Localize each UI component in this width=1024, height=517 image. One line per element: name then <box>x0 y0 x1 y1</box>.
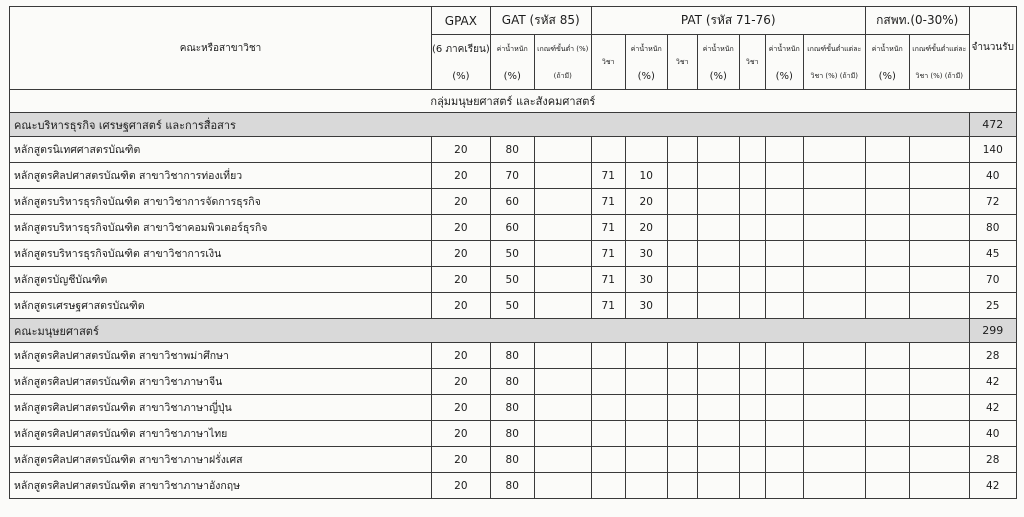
capacity-value: 140 <box>969 137 1016 163</box>
pat-subject-3-value <box>739 473 765 499</box>
capacity-value: 70 <box>969 267 1016 293</box>
gpax-value: 20 <box>432 395 491 421</box>
capacity-value: 25 <box>969 293 1016 319</box>
program-name: หลักสูตรศิลปศาสตรบัณฑิต สาขาวิชาภาษาอังกฤษ <box>10 473 432 499</box>
pat-subject-1-value: 71 <box>591 267 625 293</box>
gpax-value: 20 <box>432 267 491 293</box>
program-row <box>10 395 1017 421</box>
faculty-total: 299 <box>969 319 1016 343</box>
onet-weight-value <box>865 421 909 447</box>
gat-min-value <box>534 137 591 163</box>
pat-weight-3-value <box>765 215 803 241</box>
pat-weight-3-header: ค่าน้ำหนัก <box>765 35 803 64</box>
pat-weight-3-value <box>765 395 803 421</box>
program-name: หลักสูตรบัญชีบัณฑิต <box>10 267 432 293</box>
pat-weight-1-unit: (%) <box>625 63 667 90</box>
pat-weight-1-value: 30 <box>625 267 667 293</box>
program-name: หลักสูตรนิเทศศาสตรบัณฑิต <box>10 137 432 163</box>
pat-weight-1-value <box>625 369 667 395</box>
group-title: กลุ่มมนุษยศาสตร์ และสังคมศาสตร์ <box>10 90 1017 113</box>
pat-weight-2-value <box>697 267 739 293</box>
gat-weight-value: 70 <box>490 163 534 189</box>
pat-weight-3-value <box>765 241 803 267</box>
faculty-column-header: คณะหรือสาขาวิชา <box>10 7 432 90</box>
capacity-value: 42 <box>969 473 1016 499</box>
pat-subject-2-value <box>667 163 697 189</box>
pat-weight-3-value <box>765 137 803 163</box>
program-name: หลักสูตรศิลปศาสตรบัณฑิต สาขาวิชาภาษาจีน <box>10 369 432 395</box>
onet-weight-value <box>865 163 909 189</box>
pat-weight-3-value <box>765 369 803 395</box>
pat-subject-3-value <box>739 343 765 369</box>
pat-subject-2-value <box>667 343 697 369</box>
pat-min-value <box>803 369 865 395</box>
pat-subject-1-value: 71 <box>591 293 625 319</box>
gat-weight-header: ค่าน้ำหนัก <box>490 35 534 64</box>
capacity-value: 28 <box>969 343 1016 369</box>
pat-weight-2-unit: (%) <box>697 63 739 90</box>
pat-subject-2-value <box>667 293 697 319</box>
gat-weight-value: 50 <box>490 241 534 267</box>
pat-weight-3-value <box>765 343 803 369</box>
program-row <box>10 293 1017 319</box>
gat-min-value <box>534 473 591 499</box>
pat-weight-3-value <box>765 447 803 473</box>
capacity-header: จำนวนรับ <box>969 7 1016 90</box>
pat-subject-2-header: วิชา <box>667 35 697 90</box>
onet-weight-value <box>865 267 909 293</box>
gat-weight-value: 60 <box>490 215 534 241</box>
pat-weight-2-value <box>697 343 739 369</box>
capacity-value: 80 <box>969 215 1016 241</box>
onet-weight-value <box>865 189 909 215</box>
pat-subject-2-value <box>667 215 697 241</box>
faculty-row <box>10 319 1017 343</box>
onet-unit: (%) <box>865 63 909 90</box>
pat-header: PAT (รหัส 71-76) <box>591 7 865 35</box>
gpax-value: 20 <box>432 293 491 319</box>
pat-weight-2-value <box>697 215 739 241</box>
pat-weight-2-value <box>697 137 739 163</box>
capacity-value: 28 <box>969 447 1016 473</box>
pat-subject-3-value <box>739 267 765 293</box>
gpax-unit: (%) <box>432 63 491 90</box>
pat-subject-3-value <box>739 421 765 447</box>
gpax-value: 20 <box>432 473 491 499</box>
faculty-name: คณะมนุษยศาสตร์ <box>10 319 970 343</box>
onet-weight-value <box>865 369 909 395</box>
pat-subject-1-value: 71 <box>591 189 625 215</box>
pat-subject-3-value <box>739 215 765 241</box>
pat-weight-3-value <box>765 293 803 319</box>
pat-weight-2-value <box>697 241 739 267</box>
onet-min-value <box>909 343 969 369</box>
onet-min-value <box>909 293 969 319</box>
gat-min-value <box>534 241 591 267</box>
onet-min-value <box>909 215 969 241</box>
onet-min-value <box>909 163 969 189</box>
pat-min-value <box>803 137 865 163</box>
pat-subject-3-value <box>739 163 765 189</box>
pat-min-header: เกณฑ์ขั้นต่ำแต่ละ <box>803 35 865 64</box>
gat-weight-value: 80 <box>490 473 534 499</box>
pat-min-value <box>803 293 865 319</box>
program-row <box>10 137 1017 163</box>
onet-min-value <box>909 421 969 447</box>
gat-weight-value: 80 <box>490 447 534 473</box>
program-name: หลักสูตรศิลปศาสตรบัณฑิต สาขาวิชาภาษาญี่ปุ่น <box>10 395 432 421</box>
gat-weight-value: 50 <box>490 293 534 319</box>
gat-min-value <box>534 447 591 473</box>
onet-weight-value <box>865 293 909 319</box>
gat-min-value <box>534 369 591 395</box>
pat-weight-1-value: 20 <box>625 215 667 241</box>
onet-min-value <box>909 447 969 473</box>
pat-weight-3-value <box>765 163 803 189</box>
gat-min-value <box>534 293 591 319</box>
pat-min-value <box>803 447 865 473</box>
pat-min-value <box>803 241 865 267</box>
pat-subject-3-value <box>739 241 765 267</box>
gpax-value: 20 <box>432 447 491 473</box>
gat-min-value <box>534 215 591 241</box>
pat-subject-1-value <box>591 343 625 369</box>
pat-weight-1-value: 30 <box>625 241 667 267</box>
pat-subject-2-value <box>667 267 697 293</box>
pat-subject-3-value <box>739 369 765 395</box>
program-name: หลักสูตรบริหารธุรกิจบัณฑิต สาขาวิชาคอมพิวเตอร์ธุรกิจ <box>10 215 432 241</box>
pat-subject-2-value <box>667 241 697 267</box>
pat-min-value <box>803 163 865 189</box>
onet-min-value <box>909 473 969 499</box>
pat-weight-3-value <box>765 189 803 215</box>
pat-min-value <box>803 189 865 215</box>
gpax-value: 20 <box>432 369 491 395</box>
onet-min-value <box>909 189 969 215</box>
pat-subject-3-value <box>739 189 765 215</box>
program-name: หลักสูตรบริหารธุรกิจบัณฑิต สาขาวิชาการเงิน <box>10 241 432 267</box>
gat-weight-value: 80 <box>490 395 534 421</box>
gat-weight-value: 80 <box>490 343 534 369</box>
gat-unit: (%) <box>490 63 534 90</box>
pat-subject-1-value: 71 <box>591 163 625 189</box>
gpax-value: 20 <box>432 189 491 215</box>
pat-weight-3-value <box>765 473 803 499</box>
gpax-value: 20 <box>432 137 491 163</box>
pat-weight-1-value <box>625 343 667 369</box>
program-name: หลักสูตรศิลปศาสตรบัณฑิต สาขาวิชาภาษาฝรั่งเศส <box>10 447 432 473</box>
gat-weight-value: 80 <box>490 137 534 163</box>
program-row <box>10 215 1017 241</box>
program-row <box>10 241 1017 267</box>
pat-weight-1-value <box>625 137 667 163</box>
onet-min-header: เกณฑ์ขั้นต่ำแต่ละ <box>909 35 969 64</box>
pat-subject-2-value <box>667 395 697 421</box>
pat-weight-1-value <box>625 421 667 447</box>
gat-header: GAT (รหัส 85) <box>490 7 591 35</box>
onet-weight-value <box>865 395 909 421</box>
pat-weight-2-value <box>697 421 739 447</box>
pat-subject-1-value <box>591 421 625 447</box>
pat-subject-3-value <box>739 293 765 319</box>
gat-weight-value: 60 <box>490 189 534 215</box>
pat-subject-2-value <box>667 447 697 473</box>
program-name: หลักสูตรศิลปศาสตรบัณฑิต สาขาวิชาพม่าศึกษา <box>10 343 432 369</box>
pat-subject-1-value <box>591 473 625 499</box>
program-row <box>10 163 1017 189</box>
admission-criteria-table <box>9 6 1017 499</box>
gpax-value: 20 <box>432 343 491 369</box>
gpax-value: 20 <box>432 215 491 241</box>
program-row <box>10 447 1017 473</box>
pat-weight-1-value: 10 <box>625 163 667 189</box>
pat-weight-3-value <box>765 267 803 293</box>
gat-weight-value: 50 <box>490 267 534 293</box>
gat-min-value <box>534 421 591 447</box>
pat-weight-2-header: ค่าน้ำหนัก <box>697 35 739 64</box>
faculty-row <box>10 113 1017 137</box>
onet-header: กสพท.(0-30%) <box>865 7 969 35</box>
pat-weight-1-value: 30 <box>625 293 667 319</box>
onet-weight-value <box>865 447 909 473</box>
capacity-value: 45 <box>969 241 1016 267</box>
gpax-value: 20 <box>432 421 491 447</box>
program-row <box>10 343 1017 369</box>
gat-min-value <box>534 163 591 189</box>
pat-min-value <box>803 267 865 293</box>
pat-weight-2-value <box>697 395 739 421</box>
pat-subject-3-value <box>739 447 765 473</box>
program-row <box>10 267 1017 293</box>
onet-min-value <box>909 267 969 293</box>
gpax-header: GPAX <box>432 7 491 35</box>
onet-min-value <box>909 369 969 395</box>
pat-weight-3-unit: (%) <box>765 63 803 90</box>
pat-min-value <box>803 473 865 499</box>
pat-subject-1-value <box>591 137 625 163</box>
pat-min-value <box>803 215 865 241</box>
onet-weight-value <box>865 241 909 267</box>
capacity-value: 40 <box>969 421 1016 447</box>
pat-weight-1-value: 20 <box>625 189 667 215</box>
program-name: หลักสูตรเศรษฐศาสตรบัณฑิต <box>10 293 432 319</box>
gat-weight-value: 80 <box>490 369 534 395</box>
onet-min-note: วิชา (%) (ถ้ามี) <box>909 63 969 90</box>
pat-weight-2-value <box>697 447 739 473</box>
pat-subject-3-value <box>739 137 765 163</box>
program-name: หลักสูตรศิลปศาสตรบัณฑิต สาขาวิชาภาษาไทย <box>10 421 432 447</box>
onet-min-value <box>909 137 969 163</box>
faculty-total: 472 <box>969 113 1016 137</box>
pat-subject-2-value <box>667 369 697 395</box>
pat-weight-1-value <box>625 395 667 421</box>
pat-weight-2-value <box>697 189 739 215</box>
program-row <box>10 189 1017 215</box>
pat-weight-3-value <box>765 421 803 447</box>
onet-weight-value <box>865 137 909 163</box>
onet-weight-value <box>865 215 909 241</box>
pat-subject-1-value <box>591 395 625 421</box>
gpax-value: 20 <box>432 241 491 267</box>
pat-subject-2-value <box>667 421 697 447</box>
pat-subject-1-value: 71 <box>591 241 625 267</box>
onet-min-value <box>909 395 969 421</box>
pat-subject-1-value <box>591 369 625 395</box>
program-name: หลักสูตรศิลปศาสตรบัณฑิต สาขาวิชาการท่องเที่ยว <box>10 163 432 189</box>
pat-weight-1-value <box>625 447 667 473</box>
pat-weight-2-value <box>697 163 739 189</box>
pat-min-value <box>803 395 865 421</box>
pat-subject-3-header: วิชา <box>739 35 765 90</box>
pat-min-value <box>803 343 865 369</box>
pat-subject-2-value <box>667 473 697 499</box>
program-row <box>10 473 1017 499</box>
gat-min-value <box>534 343 591 369</box>
onet-min-value <box>909 241 969 267</box>
capacity-value: 42 <box>969 395 1016 421</box>
gat-min-header: เกณฑ์ขั้นต่ำ (%) <box>534 35 591 64</box>
pat-weight-2-value <box>697 369 739 395</box>
program-row <box>10 369 1017 395</box>
gat-min-value <box>534 267 591 293</box>
pat-weight-2-value <box>697 473 739 499</box>
capacity-value: 42 <box>969 369 1016 395</box>
program-name: หลักสูตรบริหารธุรกิจบัณฑิต สาขาวิชาการจัดการธุรกิจ <box>10 189 432 215</box>
gpax-value: 20 <box>432 163 491 189</box>
gat-min-value <box>534 395 591 421</box>
pat-subject-2-value <box>667 189 697 215</box>
capacity-value: 72 <box>969 189 1016 215</box>
pat-min-value <box>803 421 865 447</box>
onet-weight-value <box>865 473 909 499</box>
pat-weight-1-value <box>625 473 667 499</box>
pat-subject-2-value <box>667 137 697 163</box>
pat-subject-1-header: วิชา <box>591 35 625 90</box>
faculty-name: คณะบริหารธุรกิจ เศรษฐศาสตร์ และการสื่อสาร <box>10 113 970 137</box>
gpax-sub-header: (6 ภาคเรียน) <box>432 35 491 64</box>
pat-weight-1-header: ค่าน้ำหนัก <box>625 35 667 64</box>
pat-subject-1-value: 71 <box>591 215 625 241</box>
gat-min-value <box>534 189 591 215</box>
pat-subject-3-value <box>739 395 765 421</box>
pat-weight-2-value <box>697 293 739 319</box>
capacity-value: 40 <box>969 163 1016 189</box>
pat-min-note: วิชา (%) (ถ้ามี) <box>803 63 865 90</box>
gat-min-note: (ถ้ามี) <box>534 63 591 90</box>
gat-weight-value: 80 <box>490 421 534 447</box>
program-row <box>10 421 1017 447</box>
onet-weight-value <box>865 343 909 369</box>
pat-subject-1-value <box>591 447 625 473</box>
onet-weight-header: ค่าน้ำหนัก <box>865 35 909 64</box>
